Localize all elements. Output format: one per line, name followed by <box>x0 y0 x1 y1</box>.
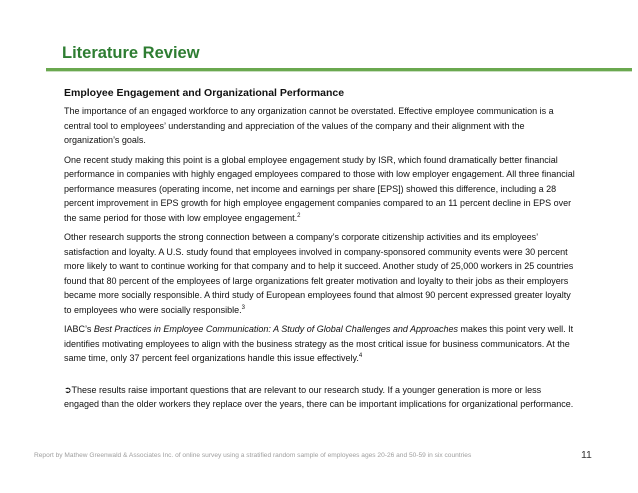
paragraph-spacer <box>64 371 576 383</box>
page-number: 11 <box>581 449 592 461</box>
arrow-bullet-icon: ➲ <box>64 384 72 395</box>
literature-review-body <box>64 86 576 417</box>
paragraph-importance <box>64 104 576 148</box>
page-title: Literature Review <box>62 44 200 62</box>
paragraph-isr-study <box>64 153 576 226</box>
paragraph-conclusion-text: These results raise important questions that are relevant to our research study. If a younger generation is more or less engaged than the older workers they replace over the years, there can be important implications for organizational performance. <box>64 384 574 409</box>
paragraph-isr-study-text: One recent study making this point is a global employee engagement study by ISR, which found dramatically better financial performance in companies with highly engaged employees compared to those with low employer engagement. All three financial performance measures (operating income, net income and earnings per share [EPS]) showed this difference, including a 28 percent improvement in EPS growth for high employee engagement companies compared to an 11 percent decline in EPS over the same period for those with low employee engagement. <box>64 154 575 223</box>
footnote-ref-3: 3 <box>241 304 245 311</box>
paragraph-corporate-citizenship-text: Other research supports the strong connection between a company’s corporate citizenship activities and its employees’ satisfaction and loyalty. A U.S. study found that employees involved in company-sponsored community events were 30 percent more likely to want to continue working for that company and to help it succeed. Another study of 25,000 workers in 25 countries found that 80 percent of the employees of large organizations felt greater motivation and loyalty to their jobs as their employers became more socially responsible. A third study of European employees found that almost 90 percent expressed greater loyalty to employees who were socially responsible. <box>64 232 574 315</box>
footer-note: Report by Mathew Greenwald & Associates Inc. of online survey using a stratified random sample of employees ages 20-26 and 50-59 in six countries <box>34 452 472 459</box>
paragraph-iabc-rest: makes this point very well. It identifies motivating employees to align with the business strategy as the most critical issue for business communicators. At the same time, only 37 percent feel organizations handle this issue effectively. <box>64 324 574 363</box>
paragraph-iabc <box>64 322 576 366</box>
section-heading: Employee Engagement and Organizational Performance <box>64 87 345 99</box>
paragraph-conclusion <box>64 383 576 412</box>
paragraph-iabc-report-title: Best Practices in Employee Communication: A Study of Global Challenges and Approaches <box>93 324 459 334</box>
paragraph-corporate-citizenship <box>64 230 576 317</box>
paragraph-importance-text: The importance of an engaged workforce to any organization cannot be overstated. Effective employee communication is a central tool to employees’ understanding and appreciation of the values of the company and their alignment with the organization’s goals. <box>64 106 554 145</box>
paragraph-iabc-lead: IABC’s <box>64 324 94 334</box>
title-divider <box>46 68 632 72</box>
footnote-ref-2: 2 <box>297 212 301 219</box>
footnote-ref-4: 4 <box>358 353 363 359</box>
